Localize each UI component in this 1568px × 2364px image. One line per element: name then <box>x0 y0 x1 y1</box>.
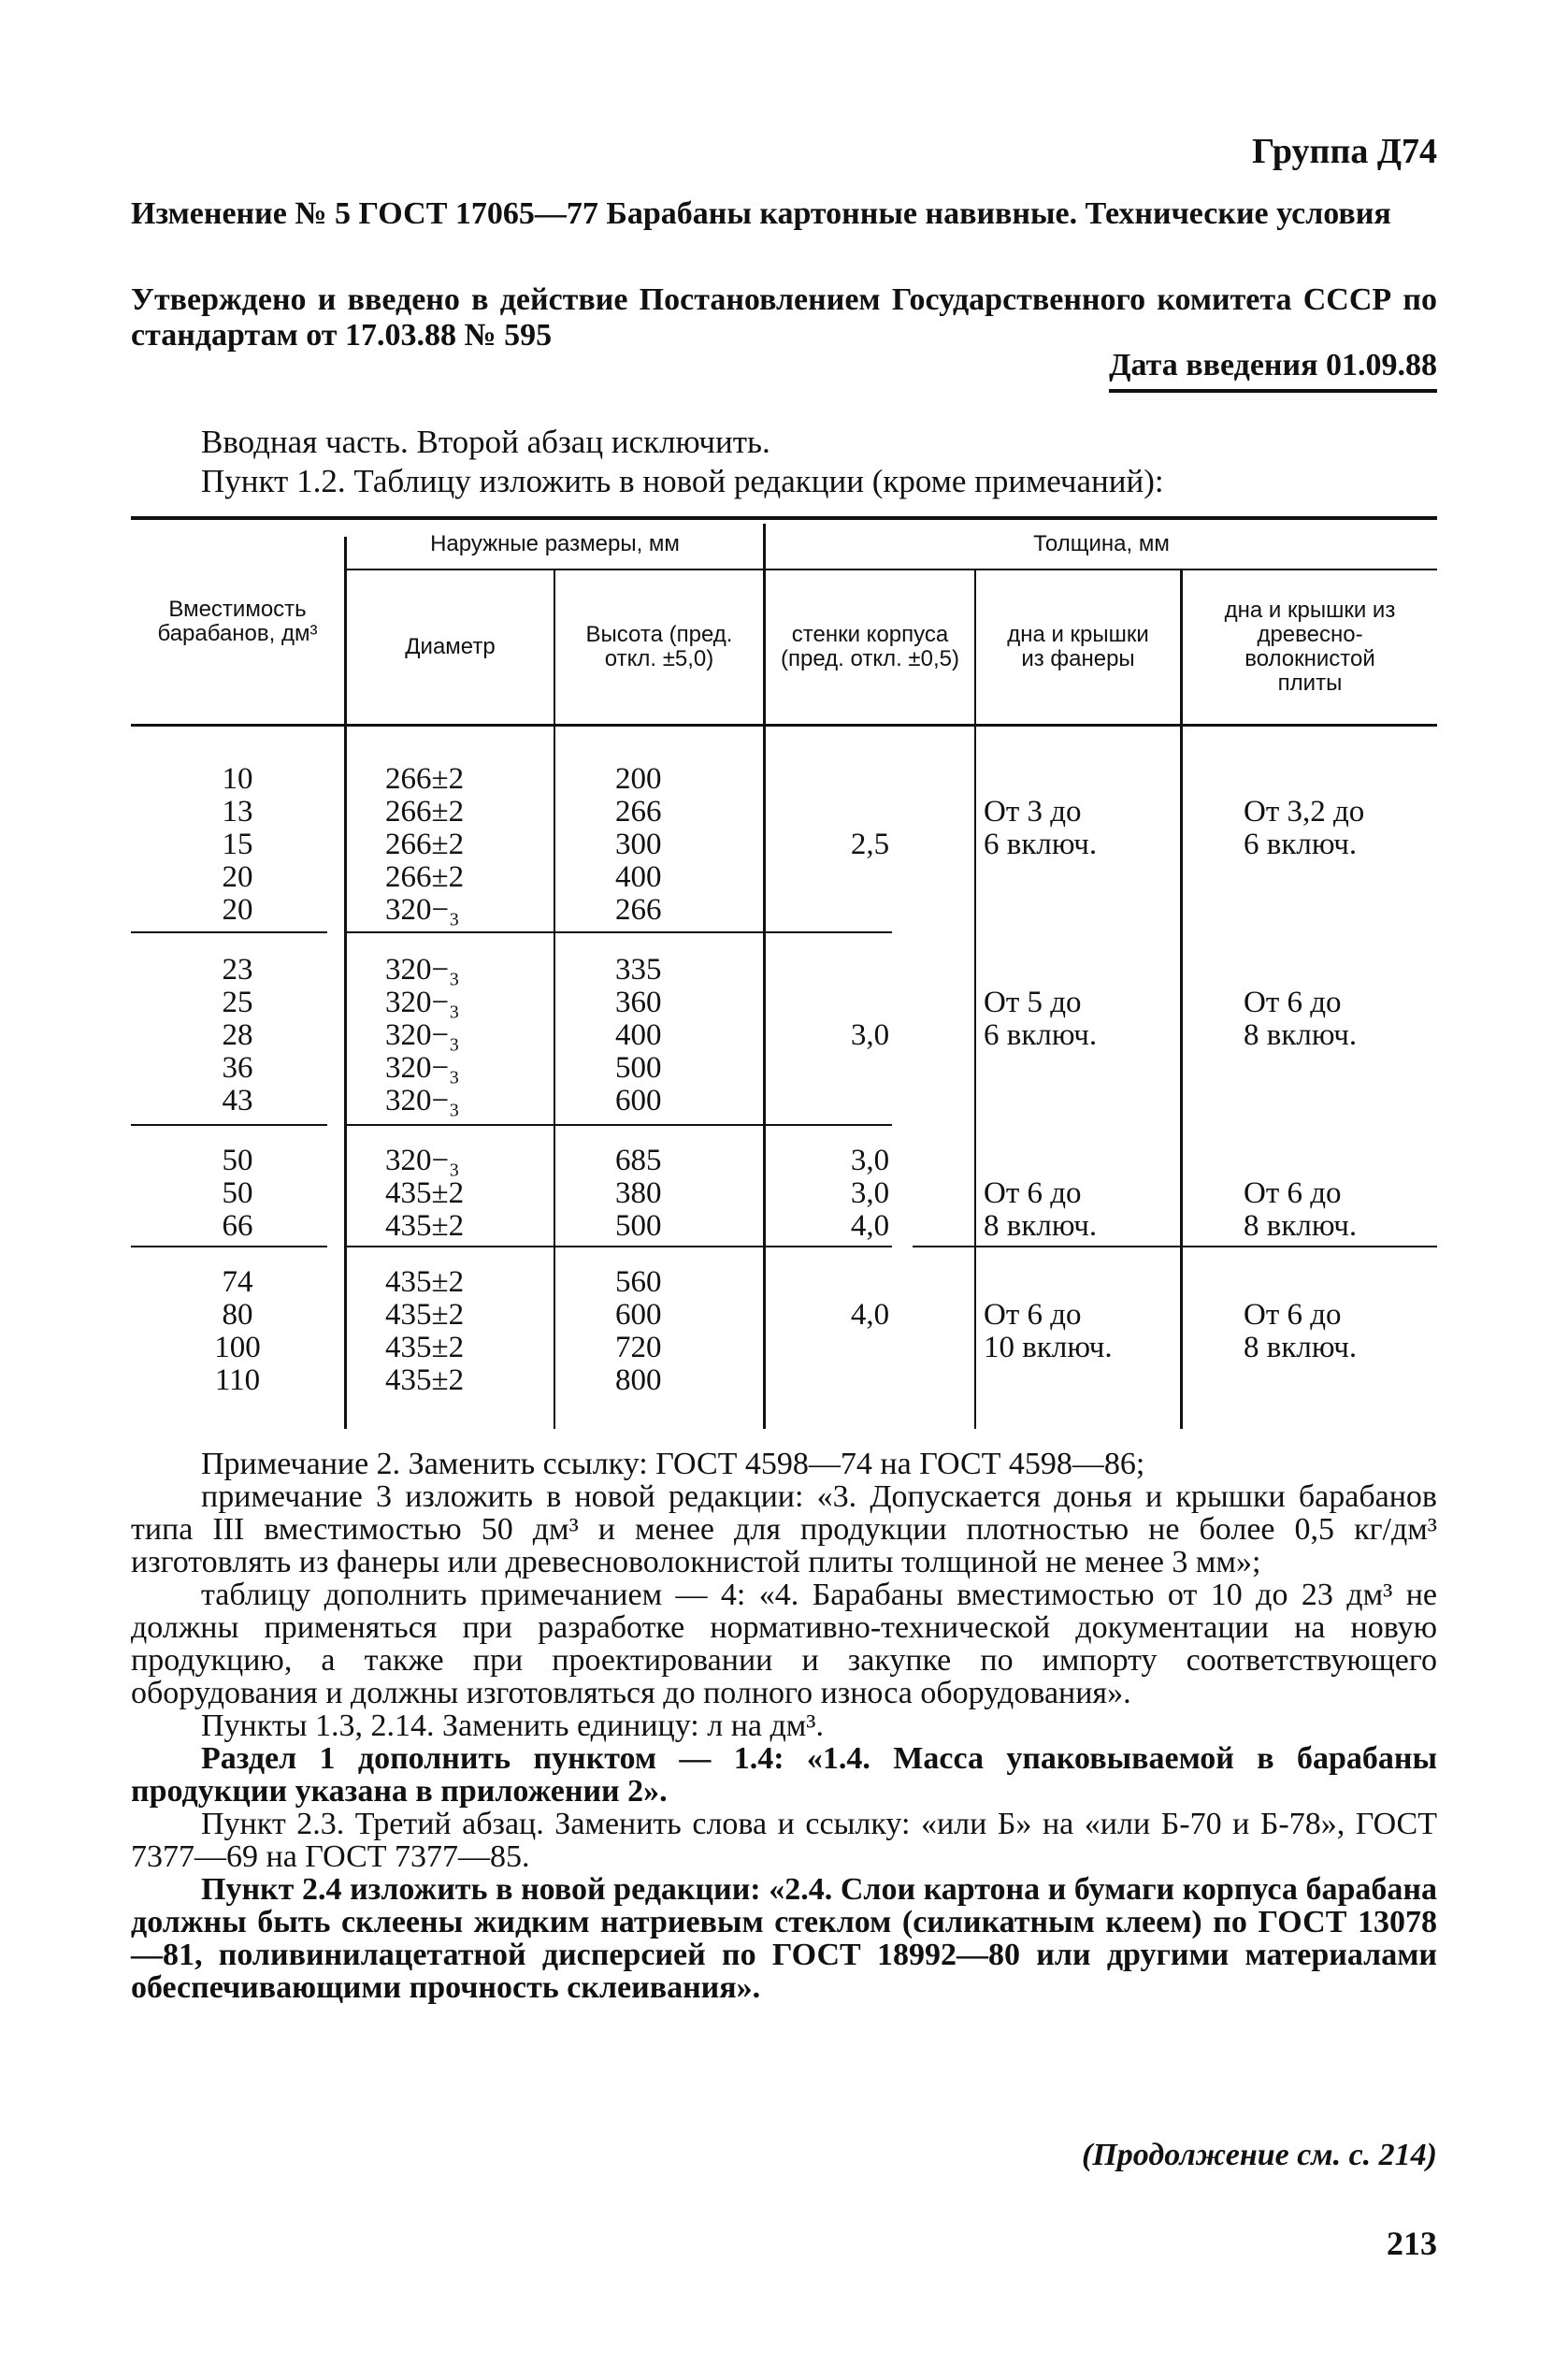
table-cell: 320−₃ <box>385 1144 460 1177</box>
table-cell: 50 <box>222 1144 253 1177</box>
table-cell <box>984 1052 1097 1085</box>
table-cell: 43 <box>222 1084 253 1117</box>
table-cell: 435±2 <box>385 1265 465 1299</box>
table-cell: От 6 до <box>1244 1298 1342 1332</box>
table-cell: 200 <box>615 762 662 796</box>
table-cell: 435±2 <box>385 1298 465 1332</box>
table-cell: 50 <box>222 1176 253 1210</box>
intro-line-2: Пункт 1.2. Таблицу изложить в новой редакции (кроме примечаний): <box>201 463 1164 499</box>
table-cell: 266±2 <box>385 828 465 861</box>
table-cell: От 6 до <box>984 1298 1082 1332</box>
paragraph-note-2: Примечание 2. Заменить ссылку: ГОСТ 4598—74 на ГОСТ 4598—86; <box>201 1447 1145 1481</box>
table-cell <box>766 1052 974 1085</box>
header-fibreboard: дна и крышки из древесно-волокнистой плиты <box>1224 598 1396 696</box>
g3-plywood <box>984 1145 1097 1243</box>
g1-capacity <box>131 763 344 927</box>
table-cell: 266±2 <box>385 762 465 796</box>
table-cell: 320−₃ <box>385 953 460 987</box>
table-cell: 266 <box>615 795 662 829</box>
group-rule-1a <box>131 931 327 933</box>
g3-diameter <box>385 1145 464 1243</box>
paragraph-items-1-3: Пункты 1.3, 2.14. Заменить единицу: л на дм³. <box>201 1708 824 1743</box>
table-cell <box>766 987 974 1019</box>
g4-diameter <box>385 1266 464 1397</box>
table-cell: 3,0 <box>850 1144 890 1177</box>
table-cell <box>766 1364 974 1397</box>
table-cell: 435±2 <box>385 1209 465 1243</box>
table-cell <box>766 796 974 829</box>
table-cell <box>766 1085 974 1117</box>
g4-height <box>615 1266 662 1397</box>
table-cell: 25 <box>222 986 253 1019</box>
body-text <box>131 1448 1437 2004</box>
table-cell <box>766 954 974 987</box>
group-rule-1b <box>346 931 892 933</box>
table-header-bottom-rule <box>131 724 1437 727</box>
table-cell: 3,0 <box>850 1018 890 1052</box>
table-cell: 74 <box>222 1265 253 1299</box>
g2-plywood <box>984 954 1097 1117</box>
table-cell: 110 <box>214 1363 261 1397</box>
g1-diameter <box>385 763 464 927</box>
g3-fibreboard <box>1244 1145 1357 1243</box>
table-cell: 685 <box>615 1144 662 1177</box>
table-cell: 560 <box>615 1265 662 1299</box>
table-cell: 15 <box>222 828 253 861</box>
drum-dimensions-table <box>131 516 1437 1429</box>
table-cell: 100 <box>214 1331 261 1364</box>
table-cell: 335 <box>615 953 662 987</box>
table-cell <box>984 763 1097 796</box>
table-cell: 8 включ. <box>1244 1018 1358 1052</box>
table-cell: От 6 до <box>1244 986 1342 1019</box>
g3-wall <box>766 1145 974 1243</box>
g1-height <box>615 763 662 927</box>
g3-height <box>615 1145 662 1243</box>
table-cell <box>1244 1266 1357 1299</box>
table-cell: 10 <box>222 762 253 796</box>
paragraph-item-2-3: Пункт 2.3. Третий абзац. Заменить слова и ссылку: «или Б» на «или Б-70 и Б-78», ГОСТ 7377—69 на ГОСТ 7377—85. <box>131 1807 1437 1874</box>
table-cell <box>984 1364 1113 1397</box>
table-cell: 380 <box>615 1176 662 1210</box>
paragraph-item-2-4: Пункт 2.4 изложить в новой редакции: «2.4. Слои картона и бумаги корпуса барабана должны быть склеены жидким натриевым стеклом (силикатным клеем) по ГОСТ 13078—81, поливинилацетатной дисперсией по ГОСТ 18992—80 или другими материалами обеспечивающими прочность склеивания». <box>131 1872 1437 2005</box>
table-cell: 435±2 <box>385 1363 465 1397</box>
table-cell: 320−₃ <box>385 893 460 927</box>
table-cell: 266 <box>615 893 662 927</box>
table-cell: 8 включ. <box>1244 1209 1358 1243</box>
table-cell: 13 <box>222 795 253 829</box>
group-rule-3b <box>346 1246 892 1247</box>
g2-wall <box>766 954 974 1117</box>
paragraph-note-3: примечание 3 изложить в новой редакции: «3. Допускается донья и крышки барабанов типа III вместимостью 50 дм³ и менее для продукции плотностью не более 0,5 кг/дм³ изготовлять из фанеры или древесноволокнистой плиты толщиной не менее 3 мм»; <box>131 1479 1437 1579</box>
paragraph-section-1: Раздел 1 дополнить пунктом — 1.4: «1.4. Масса упаковываемой в барабаны продукции указана в приложении 2». <box>131 1741 1437 1809</box>
table-cell: 300 <box>615 828 662 861</box>
table-cell: 360 <box>615 986 662 1019</box>
table-cell: От 5 до <box>984 986 1082 1019</box>
introduction-date: Дата введения 01.09.88 <box>1109 348 1437 393</box>
g4-fibreboard <box>1244 1266 1357 1397</box>
table-cell <box>984 894 1097 927</box>
table-cell: 400 <box>615 1018 662 1052</box>
table-cell <box>1244 763 1364 796</box>
table-cell: 500 <box>615 1209 662 1243</box>
table-cell: 2,5 <box>850 828 890 861</box>
table-cell: 3,0 <box>850 1176 890 1210</box>
group-code: Группа Д74 <box>1252 132 1437 171</box>
table-cell <box>1244 894 1364 927</box>
table-cell: От 6 до <box>1244 1176 1342 1210</box>
table-cell <box>984 1085 1097 1117</box>
approval-statement: Утверждено и введено в действие Постановлением Государственного комитета СССР по стандартам от 17.03.88 № 595 <box>131 282 1437 353</box>
table-cell: 6 включ. <box>984 1018 1098 1052</box>
g2-diameter <box>385 954 460 1117</box>
g4-plywood <box>984 1266 1113 1397</box>
table-cell: 20 <box>222 860 253 894</box>
group-rule-3a <box>131 1246 327 1247</box>
table-cell: 4,0 <box>850 1209 890 1243</box>
header-capacity: Вместимость барабанов, дм³ <box>157 597 318 646</box>
g1-plywood <box>984 763 1097 927</box>
header-diameter: Диаметр <box>405 634 496 660</box>
table-cell: 66 <box>222 1209 253 1243</box>
table-cell <box>1244 1145 1357 1177</box>
table-cell: 266±2 <box>385 795 465 829</box>
table-cell <box>1244 1085 1357 1117</box>
table-cell: 36 <box>222 1051 253 1085</box>
g2-fibreboard <box>1244 954 1357 1117</box>
header-thickness: Толщина, мм <box>1033 531 1170 557</box>
table-cell <box>1244 954 1357 987</box>
header-outer-dimensions: Наружные размеры, мм <box>430 531 680 557</box>
table-cell: 320−₃ <box>385 1051 460 1085</box>
g1-wall <box>766 763 974 927</box>
intro-line-1: Вводная часть. Второй абзац исключить. <box>201 424 770 460</box>
table-cell: 720 <box>615 1331 662 1364</box>
table-cell: От 3,2 до <box>1244 795 1365 829</box>
table-cell <box>984 861 1097 894</box>
table-cell: 320−₃ <box>385 1084 460 1117</box>
table-cell: 400 <box>615 860 662 894</box>
g1-fibreboard <box>1244 763 1364 927</box>
table-cell: От 3 до <box>984 795 1082 829</box>
change-title: Изменение № 5 ГОСТ 17065—77 Барабаны картонные навивные. Технические условия <box>131 196 1391 231</box>
table-cell <box>1244 1052 1357 1085</box>
table-cell <box>984 1266 1113 1299</box>
g2-height <box>615 954 662 1117</box>
table-cell <box>1244 861 1364 894</box>
group-rule-3c <box>913 1246 1437 1247</box>
table-cell: 20 <box>222 893 253 927</box>
table-cell: 4,0 <box>850 1298 890 1332</box>
table-cell <box>1244 1364 1357 1397</box>
table-cell: 6 включ. <box>984 828 1098 861</box>
page-number: 213 <box>1387 2225 1437 2262</box>
header-plywood: дна и крышки из фанеры <box>1007 622 1149 671</box>
table-cell <box>766 1332 974 1364</box>
table-cell <box>766 894 974 927</box>
table-cell: 10 включ. <box>984 1331 1113 1364</box>
table-cell: 266±2 <box>385 860 465 894</box>
group-rule-2a <box>131 1124 327 1126</box>
g3-capacity <box>131 1145 344 1243</box>
table-cell: От 6 до <box>984 1176 1082 1210</box>
table-cell: 600 <box>615 1298 662 1332</box>
table-cell: 600 <box>615 1084 662 1117</box>
table-cell: 6 включ. <box>1244 828 1358 861</box>
g4-wall <box>766 1266 974 1397</box>
table-cell: 80 <box>222 1298 253 1332</box>
paragraph-note-4: таблицу дополнить примечанием — 4: «4. Барабаны вместимостью от 10 до 23 дм³ не должны применяться при разработке нормативно-технической документации на новую продукцию, а также при проектировании и закупке по импорту соответствующего оборудования и должны изготовляться до полного износа оборудования». <box>131 1578 1437 1710</box>
table-cell <box>984 1145 1097 1177</box>
table-cell: 8 включ. <box>984 1209 1098 1243</box>
group-rule-2b <box>346 1124 892 1126</box>
table-cell <box>984 954 1097 987</box>
table-cell: 320−₃ <box>385 1018 460 1052</box>
table-cell: 8 включ. <box>1244 1331 1358 1364</box>
g2-capacity <box>131 954 344 1117</box>
table-cell: 320−₃ <box>385 986 460 1019</box>
table-cell: 800 <box>615 1363 662 1397</box>
table-cell: 435±2 <box>385 1176 465 1210</box>
header-wall: стенки корпуса (пред. откл. ±0,5) <box>781 622 959 671</box>
continuation-note: (Продолжение см. с. 214) <box>1082 2138 1437 2172</box>
table-cell <box>766 1266 974 1299</box>
table-cell: 435±2 <box>385 1331 465 1364</box>
table-cell: 23 <box>222 953 253 987</box>
table-cell <box>766 763 974 796</box>
table-cell: 28 <box>222 1018 253 1052</box>
g4-capacity <box>131 1266 344 1397</box>
header-height: Высота (пред. откл. ±5,0) <box>585 622 733 671</box>
table-cell <box>766 861 974 894</box>
table-cell: 500 <box>615 1051 662 1085</box>
